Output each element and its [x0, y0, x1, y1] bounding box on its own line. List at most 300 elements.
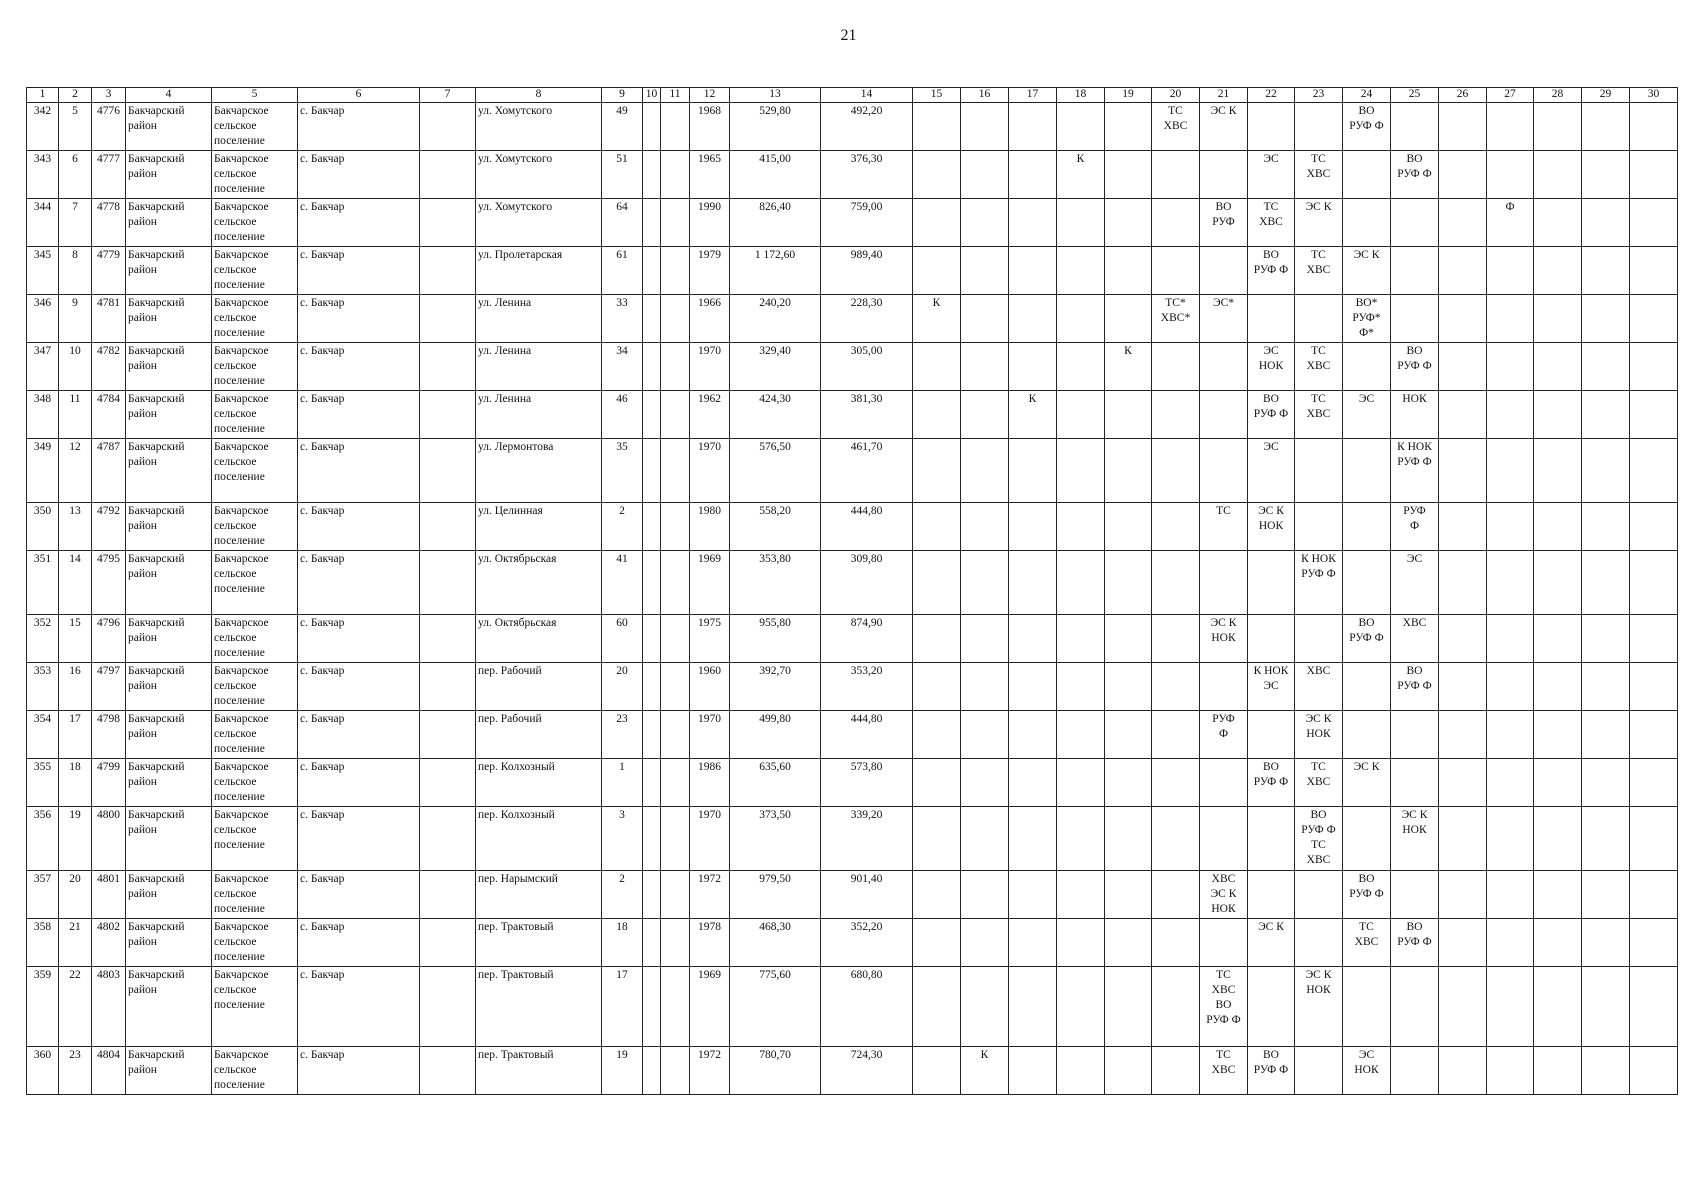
cell-col-10 — [643, 919, 661, 967]
column-header-23: 23 — [1295, 88, 1343, 103]
cell-col-16 — [961, 967, 1009, 1047]
cell-col-2: 17 — [59, 711, 92, 759]
cell-col-25: ХВС — [1391, 615, 1439, 663]
cell-col-9: 17 — [602, 967, 643, 1047]
cell-col-23 — [1295, 295, 1343, 343]
cell-col-1: 349 — [27, 439, 59, 503]
column-header-25: 25 — [1391, 88, 1439, 103]
cell-col-29 — [1582, 391, 1630, 439]
cell-col-7 — [420, 807, 476, 871]
cell-col-26 — [1439, 967, 1487, 1047]
cell-col-19 — [1105, 711, 1152, 759]
cell-col-3: 4787 — [92, 439, 126, 503]
cell-col-12: 1969 — [690, 551, 730, 615]
cell-col-26 — [1439, 711, 1487, 759]
cell-col-20 — [1152, 551, 1200, 615]
cell-col-29 — [1582, 551, 1630, 615]
cell-col-11 — [661, 919, 690, 967]
cell-col-23 — [1295, 439, 1343, 503]
cell-col-26 — [1439, 871, 1487, 919]
cell-col-9: 19 — [602, 1047, 643, 1095]
cell-col-13: 558,20 — [730, 503, 821, 551]
cell-col-5: Бакчарское сельское поселение — [212, 551, 298, 615]
table-body — [27, 103, 1678, 1095]
cell-col-8: ул. Пролетарская — [476, 247, 602, 295]
cell-col-28 — [1534, 439, 1582, 503]
cell-col-30 — [1630, 1047, 1678, 1095]
cell-col-18 — [1057, 295, 1105, 343]
cell-col-28 — [1534, 807, 1582, 871]
cell-col-15 — [913, 151, 961, 199]
cell-col-24 — [1343, 551, 1391, 615]
cell-col-16 — [961, 871, 1009, 919]
cell-col-23 — [1295, 503, 1343, 551]
cell-col-9: 49 — [602, 103, 643, 151]
cell-col-21 — [1200, 807, 1248, 871]
cell-col-23: ТС ХВС — [1295, 247, 1343, 295]
cell-col-14: 492,20 — [821, 103, 913, 151]
cell-col-16 — [961, 391, 1009, 439]
cell-col-17 — [1009, 663, 1057, 711]
cell-col-5: Бакчарское сельское поселение — [212, 807, 298, 871]
cell-col-1: 343 — [27, 151, 59, 199]
cell-col-27 — [1487, 967, 1534, 1047]
cell-col-15 — [913, 247, 961, 295]
cell-col-28 — [1534, 503, 1582, 551]
column-header-26: 26 — [1439, 88, 1487, 103]
cell-col-21 — [1200, 551, 1248, 615]
cell-col-16 — [961, 247, 1009, 295]
cell-col-19 — [1105, 807, 1152, 871]
cell-col-17 — [1009, 343, 1057, 391]
cell-col-16 — [961, 503, 1009, 551]
cell-col-8: ул. Хомутского — [476, 151, 602, 199]
column-header-9: 9 — [602, 88, 643, 103]
cell-col-12: 1968 — [690, 103, 730, 151]
cell-col-16 — [961, 807, 1009, 871]
cell-col-20 — [1152, 759, 1200, 807]
cell-col-4: Бакчарский район — [126, 807, 212, 871]
cell-col-10 — [643, 871, 661, 919]
cell-col-2: 14 — [59, 551, 92, 615]
cell-col-25: ВО РУФ Ф — [1391, 343, 1439, 391]
cell-col-11 — [661, 503, 690, 551]
cell-col-14: 309,80 — [821, 551, 913, 615]
cell-col-29 — [1582, 967, 1630, 1047]
cell-col-20 — [1152, 247, 1200, 295]
cell-col-2: 9 — [59, 295, 92, 343]
cell-col-1: 346 — [27, 295, 59, 343]
cell-col-24: ТС ХВС — [1343, 919, 1391, 967]
cell-col-14: 461,70 — [821, 439, 913, 503]
cell-col-26 — [1439, 439, 1487, 503]
cell-col-22 — [1248, 711, 1295, 759]
column-header-30: 30 — [1630, 88, 1678, 103]
cell-col-9: 2 — [602, 503, 643, 551]
cell-col-26 — [1439, 151, 1487, 199]
cell-col-14: 376,30 — [821, 151, 913, 199]
table-row — [27, 663, 1678, 711]
cell-col-9: 33 — [602, 295, 643, 343]
cell-col-27 — [1487, 295, 1534, 343]
table-row — [27, 199, 1678, 247]
cell-col-13: 240,20 — [730, 295, 821, 343]
cell-col-26 — [1439, 615, 1487, 663]
cell-col-6: с. Бакчар — [298, 871, 420, 919]
cell-col-13: 780,70 — [730, 1047, 821, 1095]
cell-col-24 — [1343, 343, 1391, 391]
cell-col-12: 1972 — [690, 871, 730, 919]
cell-col-9: 1 — [602, 759, 643, 807]
cell-col-16 — [961, 711, 1009, 759]
cell-col-22 — [1248, 295, 1295, 343]
cell-col-15 — [913, 439, 961, 503]
cell-col-21: ЭС К — [1200, 103, 1248, 151]
cell-col-29 — [1582, 247, 1630, 295]
cell-col-17 — [1009, 807, 1057, 871]
table-row — [27, 615, 1678, 663]
cell-col-29 — [1582, 103, 1630, 151]
cell-col-22: ВО РУФ Ф — [1248, 1047, 1295, 1095]
cell-col-5: Бакчарское сельское поселение — [212, 391, 298, 439]
cell-col-5: Бакчарское сельское поселение — [212, 711, 298, 759]
cell-col-10 — [643, 615, 661, 663]
cell-col-24 — [1343, 807, 1391, 871]
cell-col-4: Бакчарский район — [126, 967, 212, 1047]
cell-col-4: Бакчарский район — [126, 103, 212, 151]
table-row — [27, 551, 1678, 615]
cell-col-3: 4804 — [92, 1047, 126, 1095]
cell-col-1: 356 — [27, 807, 59, 871]
cell-col-1: 345 — [27, 247, 59, 295]
column-header-2: 2 — [59, 88, 92, 103]
cell-col-25 — [1391, 1047, 1439, 1095]
cell-col-7 — [420, 103, 476, 151]
cell-col-18 — [1057, 711, 1105, 759]
cell-col-11 — [661, 967, 690, 1047]
cell-col-21: ЭС К НОК — [1200, 615, 1248, 663]
cell-col-22: К НОК ЭС — [1248, 663, 1295, 711]
cell-col-7 — [420, 871, 476, 919]
cell-col-16 — [961, 103, 1009, 151]
cell-col-21 — [1200, 759, 1248, 807]
table-row — [27, 103, 1678, 151]
cell-col-6: с. Бакчар — [298, 967, 420, 1047]
cell-col-10 — [643, 1047, 661, 1095]
cell-col-22: ЭС — [1248, 151, 1295, 199]
cell-col-6: с. Бакчар — [298, 759, 420, 807]
cell-col-11 — [661, 663, 690, 711]
cell-col-9: 2 — [602, 871, 643, 919]
cell-col-23: ВО РУФ Ф ТС ХВС — [1295, 807, 1343, 871]
cell-col-21: ВО РУФ — [1200, 199, 1248, 247]
cell-col-15 — [913, 967, 961, 1047]
cell-col-29 — [1582, 343, 1630, 391]
cell-col-23: ЭС К — [1295, 199, 1343, 247]
cell-col-14: 444,80 — [821, 711, 913, 759]
cell-col-28 — [1534, 295, 1582, 343]
cell-col-2: 6 — [59, 151, 92, 199]
cell-col-28 — [1534, 967, 1582, 1047]
cell-col-19 — [1105, 151, 1152, 199]
cell-col-5: Бакчарское сельское поселение — [212, 295, 298, 343]
cell-col-8: пер. Трактовый — [476, 919, 602, 967]
cell-col-18 — [1057, 759, 1105, 807]
cell-col-19 — [1105, 503, 1152, 551]
cell-col-8: пер. Рабочий — [476, 711, 602, 759]
column-header-8: 8 — [476, 88, 602, 103]
cell-col-2: 7 — [59, 199, 92, 247]
cell-col-13: 499,80 — [730, 711, 821, 759]
cell-col-18 — [1057, 103, 1105, 151]
cell-col-1: 342 — [27, 103, 59, 151]
cell-col-8: пер. Трактовый — [476, 1047, 602, 1095]
cell-col-27 — [1487, 151, 1534, 199]
cell-col-7 — [420, 919, 476, 967]
cell-col-17 — [1009, 967, 1057, 1047]
cell-col-7 — [420, 151, 476, 199]
cell-col-6: с. Бакчар — [298, 711, 420, 759]
cell-col-5: Бакчарское сельское поселение — [212, 103, 298, 151]
cell-col-24 — [1343, 151, 1391, 199]
cell-col-29 — [1582, 807, 1630, 871]
cell-col-4: Бакчарский район — [126, 1047, 212, 1095]
cell-col-22: ВО РУФ Ф — [1248, 391, 1295, 439]
cell-col-7 — [420, 663, 476, 711]
cell-col-20: ТС* ХВС* — [1152, 295, 1200, 343]
cell-col-11 — [661, 151, 690, 199]
cell-col-16 — [961, 615, 1009, 663]
table-row — [27, 247, 1678, 295]
cell-col-21: РУФ Ф — [1200, 711, 1248, 759]
cell-col-26 — [1439, 759, 1487, 807]
cell-col-30 — [1630, 871, 1678, 919]
cell-col-25 — [1391, 759, 1439, 807]
cell-col-4: Бакчарский район — [126, 503, 212, 551]
cell-col-1: 351 — [27, 551, 59, 615]
cell-col-28 — [1534, 759, 1582, 807]
cell-col-3: 4803 — [92, 967, 126, 1047]
cell-col-15 — [913, 343, 961, 391]
cell-col-22: ВО РУФ Ф — [1248, 759, 1295, 807]
cell-col-14: 381,30 — [821, 391, 913, 439]
cell-col-12: 1970 — [690, 439, 730, 503]
cell-col-15 — [913, 807, 961, 871]
cell-col-7 — [420, 247, 476, 295]
cell-col-26 — [1439, 503, 1487, 551]
cell-col-16 — [961, 199, 1009, 247]
cell-col-30 — [1630, 711, 1678, 759]
cell-col-9: 46 — [602, 391, 643, 439]
buildings-table — [26, 87, 1678, 1095]
cell-col-10 — [643, 391, 661, 439]
cell-col-15 — [913, 871, 961, 919]
cell-col-27 — [1487, 919, 1534, 967]
cell-col-12: 1978 — [690, 919, 730, 967]
cell-col-30 — [1630, 919, 1678, 967]
cell-col-13: 353,80 — [730, 551, 821, 615]
cell-col-16 — [961, 663, 1009, 711]
cell-col-17 — [1009, 247, 1057, 295]
column-header-20: 20 — [1152, 88, 1200, 103]
cell-col-8: ул. Ленина — [476, 295, 602, 343]
cell-col-27 — [1487, 103, 1534, 151]
cell-col-23: К НОК РУФ Ф — [1295, 551, 1343, 615]
cell-col-26 — [1439, 103, 1487, 151]
cell-col-24: ВО* РУФ* Ф* — [1343, 295, 1391, 343]
cell-col-19 — [1105, 759, 1152, 807]
cell-col-14: 352,20 — [821, 919, 913, 967]
cell-col-14: 353,20 — [821, 663, 913, 711]
cell-col-9: 18 — [602, 919, 643, 967]
cell-col-7 — [420, 551, 476, 615]
cell-col-30 — [1630, 967, 1678, 1047]
cell-col-13: 576,50 — [730, 439, 821, 503]
cell-col-7 — [420, 439, 476, 503]
cell-col-17 — [1009, 759, 1057, 807]
cell-col-23: ХВС — [1295, 663, 1343, 711]
cell-col-19 — [1105, 871, 1152, 919]
cell-col-10 — [643, 295, 661, 343]
cell-col-25 — [1391, 871, 1439, 919]
cell-col-25: ЭС К НОК — [1391, 807, 1439, 871]
cell-col-28 — [1534, 247, 1582, 295]
cell-col-29 — [1582, 295, 1630, 343]
cell-col-24: ВО РУФ Ф — [1343, 103, 1391, 151]
column-header-12: 12 — [690, 88, 730, 103]
cell-col-2: 8 — [59, 247, 92, 295]
column-header-15: 15 — [913, 88, 961, 103]
cell-col-1: 355 — [27, 759, 59, 807]
table-row — [27, 439, 1678, 503]
column-header-6: 6 — [298, 88, 420, 103]
table-row — [27, 759, 1678, 807]
cell-col-21 — [1200, 343, 1248, 391]
cell-col-22 — [1248, 871, 1295, 919]
cell-col-27 — [1487, 343, 1534, 391]
column-header-14: 14 — [821, 88, 913, 103]
cell-col-19 — [1105, 663, 1152, 711]
cell-col-5: Бакчарское сельское поселение — [212, 439, 298, 503]
cell-col-3: 4797 — [92, 663, 126, 711]
cell-col-11 — [661, 615, 690, 663]
cell-col-21: ХВС ЭС К НОК — [1200, 871, 1248, 919]
cell-col-22: ТС ХВС — [1248, 199, 1295, 247]
cell-col-4: Бакчарский район — [126, 711, 212, 759]
cell-col-9: 3 — [602, 807, 643, 871]
column-header-24: 24 — [1343, 88, 1391, 103]
cell-col-17 — [1009, 151, 1057, 199]
cell-col-20 — [1152, 615, 1200, 663]
cell-col-15 — [913, 199, 961, 247]
cell-col-6: с. Бакчар — [298, 551, 420, 615]
cell-col-18 — [1057, 807, 1105, 871]
cell-col-6: с. Бакчар — [298, 615, 420, 663]
cell-col-1: 359 — [27, 967, 59, 1047]
cell-col-5: Бакчарское сельское поселение — [212, 615, 298, 663]
cell-col-3: 4782 — [92, 343, 126, 391]
cell-col-5: Бакчарское сельское поселение — [212, 247, 298, 295]
table-row — [27, 151, 1678, 199]
cell-col-12: 1970 — [690, 807, 730, 871]
cell-col-15 — [913, 711, 961, 759]
cell-col-15 — [913, 919, 961, 967]
cell-col-21 — [1200, 151, 1248, 199]
cell-col-7 — [420, 711, 476, 759]
cell-col-19 — [1105, 391, 1152, 439]
cell-col-6: с. Бакчар — [298, 1047, 420, 1095]
cell-col-10 — [643, 343, 661, 391]
table-row — [27, 919, 1678, 967]
column-header-11: 11 — [661, 88, 690, 103]
cell-col-20 — [1152, 807, 1200, 871]
cell-col-8: пер. Нарымский — [476, 871, 602, 919]
cell-col-18 — [1057, 503, 1105, 551]
cell-col-3: 4792 — [92, 503, 126, 551]
cell-col-20: ТС ХВС — [1152, 103, 1200, 151]
cell-col-17 — [1009, 103, 1057, 151]
column-header-5: 5 — [212, 88, 298, 103]
cell-col-23: ЭС К НОК — [1295, 967, 1343, 1047]
cell-col-6: с. Бакчар — [298, 103, 420, 151]
cell-col-12: 1986 — [690, 759, 730, 807]
cell-col-12: 1970 — [690, 343, 730, 391]
cell-col-25: РУФ Ф — [1391, 503, 1439, 551]
cell-col-15 — [913, 391, 961, 439]
cell-col-8: пер. Рабочий — [476, 663, 602, 711]
cell-col-4: Бакчарский район — [126, 759, 212, 807]
cell-col-8: ул. Октябрьская — [476, 551, 602, 615]
cell-col-2: 10 — [59, 343, 92, 391]
cell-col-9: 35 — [602, 439, 643, 503]
cell-col-29 — [1582, 919, 1630, 967]
cell-col-26 — [1439, 247, 1487, 295]
cell-col-8: ул. Лермонтова — [476, 439, 602, 503]
cell-col-10 — [643, 759, 661, 807]
cell-col-18 — [1057, 551, 1105, 615]
cell-col-20 — [1152, 391, 1200, 439]
cell-col-9: 34 — [602, 343, 643, 391]
cell-col-8: пер. Колхозный — [476, 759, 602, 807]
cell-col-11 — [661, 1047, 690, 1095]
cell-col-18 — [1057, 343, 1105, 391]
cell-col-23 — [1295, 103, 1343, 151]
cell-col-9: 20 — [602, 663, 643, 711]
cell-col-26 — [1439, 295, 1487, 343]
column-header-28: 28 — [1534, 88, 1582, 103]
cell-col-25 — [1391, 295, 1439, 343]
cell-col-16 — [961, 439, 1009, 503]
cell-col-22 — [1248, 615, 1295, 663]
cell-col-18 — [1057, 615, 1105, 663]
cell-col-1: 353 — [27, 663, 59, 711]
cell-col-30 — [1630, 199, 1678, 247]
cell-col-14: 724,30 — [821, 1047, 913, 1095]
cell-col-9: 51 — [602, 151, 643, 199]
cell-col-3: 4798 — [92, 711, 126, 759]
cell-col-3: 4800 — [92, 807, 126, 871]
cell-col-20 — [1152, 343, 1200, 391]
cell-col-14: 573,80 — [821, 759, 913, 807]
cell-col-3: 4777 — [92, 151, 126, 199]
cell-col-23 — [1295, 871, 1343, 919]
cell-col-18 — [1057, 663, 1105, 711]
cell-col-25: НОК — [1391, 391, 1439, 439]
cell-col-3: 4784 — [92, 391, 126, 439]
cell-col-23: ЭС К НОК — [1295, 711, 1343, 759]
cell-col-29 — [1582, 439, 1630, 503]
column-header-3: 3 — [92, 88, 126, 103]
